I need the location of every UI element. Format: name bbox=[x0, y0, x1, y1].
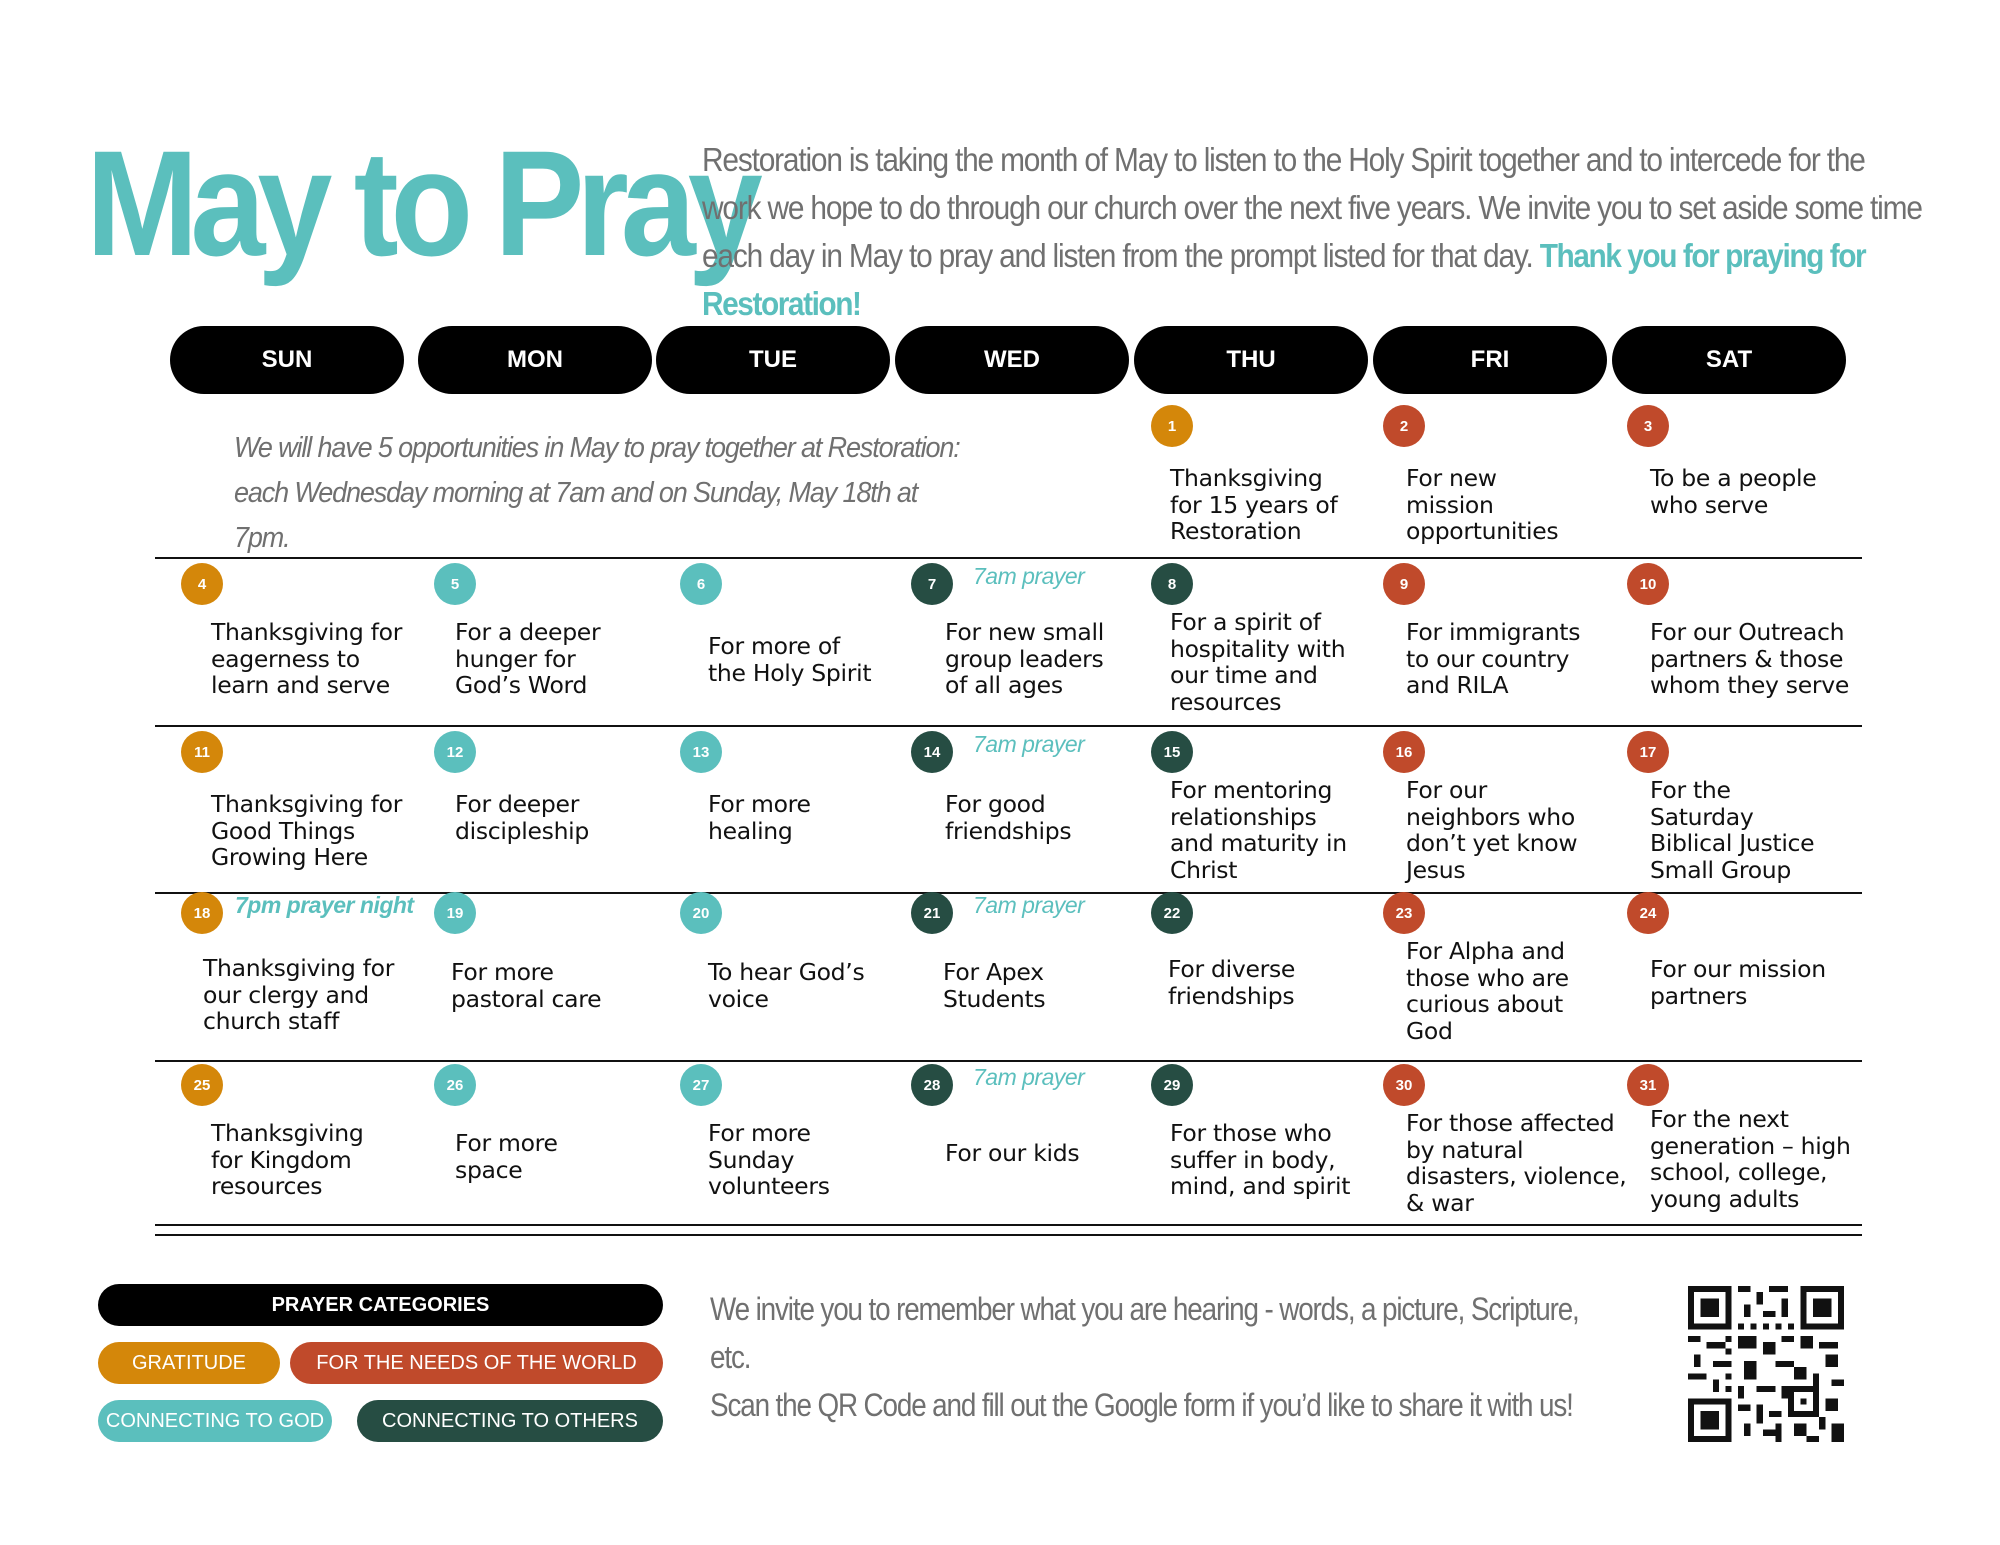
prompt-line: God’s Word bbox=[455, 671, 588, 699]
day-number-badge: 11 bbox=[181, 731, 223, 773]
prompt-line: For more of bbox=[708, 632, 840, 660]
group-prayer-note bbox=[234, 426, 978, 561]
prompt-line: For a deeper bbox=[455, 618, 601, 646]
legend-connecting-to-others: CONNECTING TO OTHERS bbox=[357, 1400, 663, 1442]
page-title: May to Pray bbox=[86, 119, 755, 287]
day-number-badge: 29 bbox=[1151, 1064, 1193, 1106]
weekday-thu: THU bbox=[1134, 326, 1368, 394]
prompt-line: For the bbox=[1650, 776, 1731, 804]
prompt-line: who serve bbox=[1650, 490, 1768, 519]
day-number-badge: 10 bbox=[1627, 563, 1669, 605]
day-number-badge: 20 bbox=[680, 892, 722, 934]
note-line-1: We will have 5 opportunities in May to pray together at Restoration: bbox=[234, 432, 960, 464]
prompt-line: Thanksgiving for bbox=[211, 790, 403, 818]
prayer-prompt bbox=[455, 619, 600, 699]
day-number-badge: 18 bbox=[181, 892, 223, 934]
prayer-prompt bbox=[943, 959, 1045, 1012]
day-number-badge: 12 bbox=[434, 731, 476, 773]
prompt-line: by natural bbox=[1406, 1135, 1524, 1164]
prompt-line: mission bbox=[1406, 490, 1494, 519]
prompt-line: neighbors who bbox=[1406, 802, 1575, 831]
prayer-prompt bbox=[945, 791, 1071, 844]
legend-heading: PRAYER CATEGORIES bbox=[98, 1284, 663, 1326]
prayer-prompt bbox=[708, 1120, 830, 1200]
prompt-line: Small Group bbox=[1650, 855, 1791, 884]
prayer-prompt bbox=[451, 959, 601, 1012]
prayer-prompt bbox=[211, 619, 402, 699]
prayer-prompt bbox=[1170, 777, 1347, 883]
prompt-line: discipleship bbox=[455, 816, 590, 845]
prompt-line: For new bbox=[1406, 464, 1497, 492]
prompt-line: For immigrants bbox=[1406, 618, 1581, 646]
row-divider bbox=[155, 725, 1862, 727]
prayer-prompt bbox=[1406, 777, 1577, 883]
event-label: 7am prayer bbox=[973, 892, 1085, 918]
prompt-line: partners & those bbox=[1650, 644, 1844, 673]
intro-thanks: Thank you for praying for Restoration! bbox=[702, 237, 1866, 322]
prompt-line: partners bbox=[1650, 981, 1748, 1010]
prompt-line: and maturity in bbox=[1170, 829, 1347, 857]
day-number-badge: 5 bbox=[434, 563, 476, 605]
day-number-badge: 6 bbox=[680, 563, 722, 605]
day-number-badge: 30 bbox=[1383, 1064, 1425, 1106]
prompt-line: God bbox=[1406, 1016, 1453, 1045]
prompt-line: For the next bbox=[1650, 1105, 1789, 1133]
prayer-prompt bbox=[211, 791, 402, 871]
footer-line-1: We invite you to remember what you are hearing - words, a picture, Scripture, etc. bbox=[710, 1291, 1579, 1375]
day-number-badge: 7 bbox=[911, 563, 953, 605]
day-number-badge: 9 bbox=[1383, 563, 1425, 605]
prayer-prompt bbox=[1650, 465, 1816, 518]
row-divider bbox=[155, 1060, 1862, 1062]
prayer-prompt bbox=[455, 1130, 558, 1183]
prompt-line: For Alpha and bbox=[1406, 937, 1565, 965]
prayer-prompt bbox=[1406, 938, 1569, 1044]
event-label: 7pm prayer night bbox=[235, 892, 414, 918]
prayer-prompt bbox=[455, 791, 589, 844]
legend-needs-of-world: FOR THE NEEDS OF THE WORLD bbox=[290, 1342, 663, 1384]
prompt-line: for Kingdom bbox=[211, 1145, 352, 1174]
day-number-badge: 22 bbox=[1151, 892, 1193, 934]
prompt-line: healing bbox=[708, 816, 793, 845]
day-number-badge: 31 bbox=[1627, 1064, 1669, 1106]
prayer-prompt bbox=[1406, 465, 1558, 545]
prompt-line: Saturday bbox=[1650, 802, 1754, 831]
row-divider bbox=[155, 1234, 1862, 1236]
qr-code-icon[interactable] bbox=[1688, 1286, 1844, 1442]
prompt-line: don’t yet know bbox=[1406, 829, 1578, 857]
prompt-line: our time and bbox=[1170, 661, 1318, 689]
day-number-badge: 2 bbox=[1383, 405, 1425, 447]
prompt-line: Thanksgiving bbox=[1170, 464, 1323, 492]
prompt-line: to our country bbox=[1406, 644, 1570, 673]
prompt-line: space bbox=[455, 1155, 523, 1184]
prompt-line: Jesus bbox=[1406, 855, 1466, 884]
prayer-prompt bbox=[1170, 465, 1337, 545]
prompt-line: the Holy Spirit bbox=[708, 658, 872, 687]
weekday-sun: SUN bbox=[170, 326, 404, 394]
prayer-prompt bbox=[203, 955, 394, 1035]
prompt-line: Thanksgiving bbox=[211, 1119, 364, 1147]
prompt-line: volunteers bbox=[708, 1172, 830, 1200]
prompt-line: eagerness to bbox=[211, 644, 360, 673]
prayer-prompt bbox=[708, 633, 871, 686]
prayer-prompt bbox=[211, 1120, 364, 1200]
weekday-fri: FRI bbox=[1373, 326, 1607, 394]
prayer-prompt bbox=[1170, 1120, 1350, 1200]
event-label: 7am prayer bbox=[973, 731, 1085, 757]
prompt-line: & war bbox=[1406, 1188, 1474, 1217]
day-number-badge: 19 bbox=[434, 892, 476, 934]
prompt-line: For a spirit of bbox=[1170, 608, 1321, 636]
prompt-line: hunger for bbox=[455, 644, 576, 673]
prompt-line: For more bbox=[455, 1129, 558, 1157]
prayer-prompt bbox=[945, 1140, 1079, 1167]
day-number-badge: 26 bbox=[434, 1064, 476, 1106]
day-number-badge: 25 bbox=[181, 1064, 223, 1106]
day-number-badge: 3 bbox=[1627, 405, 1669, 447]
prompt-line: For good bbox=[945, 790, 1046, 818]
prompt-line: group leaders bbox=[945, 644, 1104, 673]
prompt-line: Good Things bbox=[211, 816, 355, 845]
prompt-line: For our kids bbox=[945, 1139, 1080, 1167]
day-number-badge: 21 bbox=[911, 892, 953, 934]
row-divider bbox=[155, 1224, 1862, 1226]
prompt-line: For deeper bbox=[455, 790, 580, 818]
prompt-line: For mentoring bbox=[1170, 776, 1333, 804]
prayer-prompt bbox=[1170, 609, 1345, 715]
prayer-prompt bbox=[1650, 1106, 1851, 1212]
prayer-prompt bbox=[1650, 777, 1814, 883]
prompt-line: mind, and spirit bbox=[1170, 1172, 1351, 1200]
event-label: 7am prayer bbox=[973, 563, 1085, 589]
prayer-prompt bbox=[708, 791, 811, 844]
prompt-line: Students bbox=[943, 984, 1046, 1013]
day-number-badge: 8 bbox=[1151, 563, 1193, 605]
prompt-line: Growing Here bbox=[211, 843, 368, 871]
day-number-badge: 15 bbox=[1151, 731, 1193, 773]
prompt-line: church staff bbox=[203, 1007, 339, 1035]
day-number-badge: 24 bbox=[1627, 892, 1669, 934]
prayer-prompt bbox=[1406, 619, 1580, 699]
prayer-prompt bbox=[1650, 619, 1849, 699]
prompt-line: generation – high bbox=[1650, 1131, 1851, 1160]
prompt-line: For our Outreach bbox=[1650, 618, 1845, 646]
day-number-badge: 14 bbox=[911, 731, 953, 773]
prompt-line: relationships bbox=[1170, 802, 1317, 831]
prompt-line: and RILA bbox=[1406, 671, 1509, 699]
footer-line-2: Scan the QR Code and fill out the Google form if you’d like to share it with us! bbox=[710, 1387, 1573, 1423]
prompt-line: curious about bbox=[1406, 990, 1563, 1018]
prompt-line: for 15 years of bbox=[1170, 490, 1338, 519]
prayer-prompt bbox=[708, 959, 864, 1012]
prayer-prompt bbox=[1650, 956, 1826, 1009]
prompt-line: For Apex bbox=[943, 958, 1044, 986]
prompt-line: friendships bbox=[945, 816, 1072, 845]
prompt-line: disasters, violence, bbox=[1406, 1162, 1627, 1190]
prompt-line: For our bbox=[1406, 776, 1488, 804]
footer-text bbox=[710, 1285, 1580, 1429]
intro-body: Restoration is taking the month of May to listen to the Holy Spirit together and to intercede for the work we hope to do through our church over the next five years. We invite you to set aside some time each day in May to pray and listen from the prompt listed for that day. bbox=[702, 141, 1922, 274]
day-number-badge: 13 bbox=[680, 731, 722, 773]
prayer-prompt bbox=[945, 619, 1104, 699]
weekday-tue: TUE bbox=[656, 326, 890, 394]
legend-gratitude: GRATITUDE bbox=[98, 1342, 280, 1384]
prayer-prompt bbox=[1406, 1110, 1626, 1216]
day-number-badge: 16 bbox=[1383, 731, 1425, 773]
prompt-line: resources bbox=[1170, 687, 1282, 716]
prompt-line: Christ bbox=[1170, 855, 1238, 884]
prompt-line: Thanksgiving for bbox=[211, 618, 403, 646]
prompt-line: Sunday bbox=[708, 1145, 795, 1174]
prompt-line: To hear God’s bbox=[708, 958, 865, 986]
prayer-prompt bbox=[1168, 956, 1295, 1009]
prompt-line: Restoration bbox=[1170, 517, 1302, 545]
prompt-line: For those affected bbox=[1406, 1109, 1615, 1137]
prompt-line: To be a people bbox=[1650, 464, 1817, 492]
prompt-line: school, college, bbox=[1650, 1158, 1828, 1186]
prompt-line: young adults bbox=[1650, 1184, 1800, 1213]
event-label: 7am prayer bbox=[973, 1064, 1085, 1090]
prompt-line: of all ages bbox=[945, 671, 1063, 699]
intro-text bbox=[702, 136, 1924, 328]
day-number-badge: 17 bbox=[1627, 731, 1669, 773]
prompt-line: learn and serve bbox=[211, 671, 390, 699]
prompt-line: For diverse bbox=[1168, 955, 1296, 983]
prompt-line: whom they serve bbox=[1650, 671, 1850, 699]
prompt-line: For more bbox=[708, 1119, 811, 1147]
prompt-line: voice bbox=[708, 984, 769, 1013]
legend-connecting-to-god: CONNECTING TO GOD bbox=[98, 1400, 332, 1442]
prompt-line: For our mission bbox=[1650, 955, 1826, 983]
day-number-badge: 28 bbox=[911, 1064, 953, 1106]
prompt-line: Thanksgiving for bbox=[203, 954, 395, 982]
weekday-mon: MON bbox=[418, 326, 652, 394]
prompt-line: resources bbox=[211, 1172, 323, 1200]
note-line-2: each Wednesday morning at 7am and on Sunday, May 18th at 7pm. bbox=[234, 477, 918, 554]
prompt-line: our clergy and bbox=[203, 980, 369, 1009]
day-number-badge: 23 bbox=[1383, 892, 1425, 934]
prompt-line: For new small bbox=[945, 618, 1104, 646]
prompt-line: pastoral care bbox=[451, 984, 602, 1013]
prompt-line: For more bbox=[451, 958, 554, 986]
day-number-badge: 4 bbox=[181, 563, 223, 605]
day-number-badge: 1 bbox=[1151, 405, 1193, 447]
prompt-line: those who are bbox=[1406, 963, 1569, 992]
prompt-line: Biblical Justice bbox=[1650, 829, 1815, 857]
prompt-line: hospitality with bbox=[1170, 634, 1346, 663]
prompt-line: For those who bbox=[1170, 1119, 1332, 1147]
prompt-line: For more bbox=[708, 790, 811, 818]
weekday-sat: SAT bbox=[1612, 326, 1846, 394]
prompt-line: opportunities bbox=[1406, 517, 1559, 545]
prompt-line: friendships bbox=[1168, 981, 1295, 1010]
day-number-badge: 27 bbox=[680, 1064, 722, 1106]
prompt-line: suffer in body, bbox=[1170, 1145, 1336, 1174]
weekday-wed: WED bbox=[895, 326, 1129, 394]
